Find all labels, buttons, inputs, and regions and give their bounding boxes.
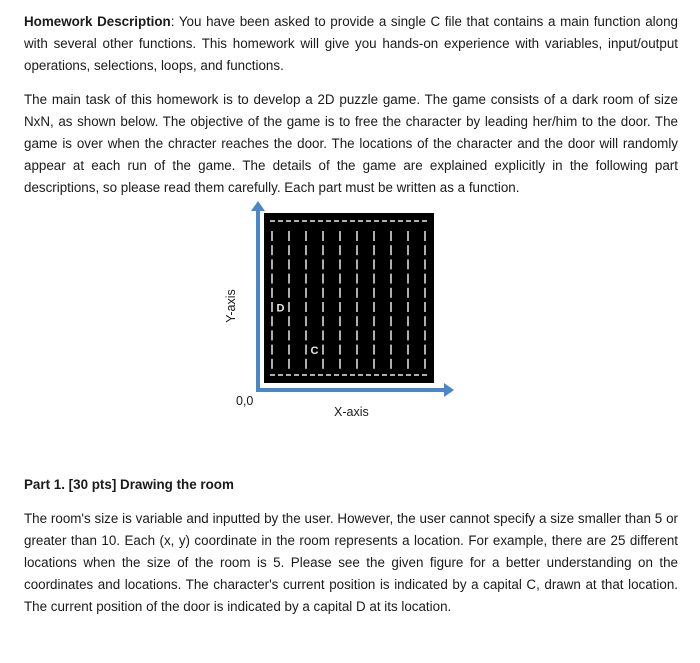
origin-label: 0,0: [236, 394, 254, 408]
x-axis-label: X-axis: [334, 405, 369, 419]
intro-text: : You have been asked to provide a single C file that contains a main function along with several other functions. This homework will give you hands-on experience with variables, input/output operations, selections, loops, and functions.: [24, 14, 679, 73]
part1-paragraph: The room's size is variable and inputted by the user. However, the user cannot specify a size smaller than 5 or greater than 10. Each (x, y) coordinate in the room represents a location. For example, there are 25 different locations when the size of the room is 5. Please see the given figure for a better understanding on the coordinates and locations. The character's current position is indicated by a capital C, drawn at that location. The current position of the door is indicated by a capital D at its location.: [24, 511, 678, 614]
y-axis-label: Y-axis: [223, 289, 238, 323]
part1-label: Part 1.: [24, 477, 65, 492]
intro-heading: Homework Description: [24, 14, 171, 29]
y-axis-line: [256, 209, 260, 392]
main-task-paragraph: The main task of this homework is to develop a 2D puzzle game. The game consists of a dark room of size NxN, as shown below. The objective of the game is to free the character by leading her/him to the door. The game is over when the chracter reaches the door. The locations of the character and the door will randomly appear at each run of the game. The details of the game are explained explicitly in the following part descriptions, so please read them carefully. Each part must be written as a function.: [24, 92, 678, 195]
character-marker: C: [310, 345, 319, 358]
part1-heading: [24, 474, 234, 496]
part1-title: Drawing the room: [120, 477, 234, 492]
part1-points: [30 pts]: [68, 477, 117, 492]
room-figure: [222, 195, 462, 425]
intro-paragraph: [24, 11, 678, 77]
room-grid: [264, 213, 434, 383]
door-marker: D: [276, 302, 285, 315]
y-axis-arrow-icon: [251, 201, 265, 211]
x-axis-arrow-icon: [444, 383, 454, 397]
x-axis-line: [256, 388, 446, 392]
